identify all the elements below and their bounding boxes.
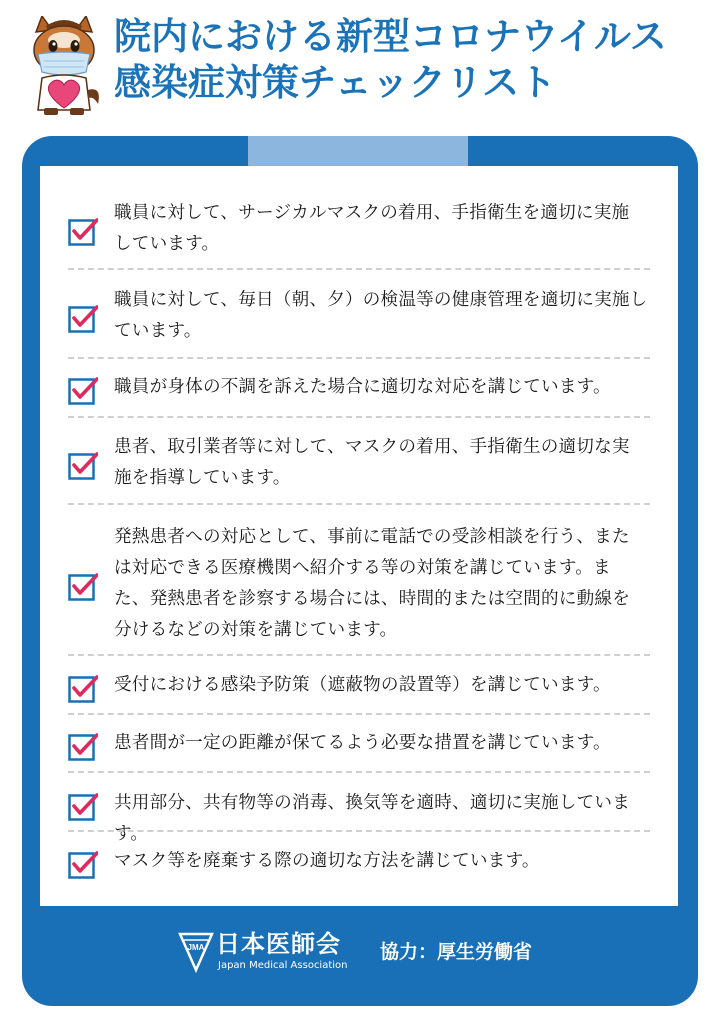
checklist-item-line: 職員に対して、サージカルマスクの着用、手指衛生を適切に実施	[114, 203, 630, 223]
item-divider	[68, 357, 650, 359]
checklist-item-text	[114, 432, 662, 494]
checkbox-checked-icon	[68, 303, 98, 333]
checklist-item-text	[114, 788, 662, 850]
checkbox-checked-icon	[68, 216, 98, 246]
checkbox-checked-icon	[68, 450, 98, 480]
checklist-item-line: 施を指導しています。	[114, 468, 291, 488]
checklist-item-line: 受付における感染予防策（遮蔽物の設置等）を講じています。	[114, 675, 611, 695]
checklist-item-text	[114, 198, 662, 260]
checklist-item-line: 職員に対して、毎日（朝、夕）の検温等の健康管理を適切に実施し	[114, 290, 648, 310]
checklist-item-text	[114, 846, 662, 877]
checklist-item-line: 分けるなどの対策を講じています。	[114, 620, 398, 640]
jma-logo-icon	[178, 930, 214, 974]
checklist-item-text	[114, 372, 662, 403]
svg-text:JMA: JMA	[187, 943, 205, 952]
checklist-item-line: マスク等を廃棄する際の適切な方法を講じています。	[114, 851, 540, 871]
checklist-item-text	[114, 728, 662, 759]
checklist-item-line: しています。	[114, 234, 220, 254]
checklist-item-line: ています。	[114, 321, 202, 341]
checklist-item-line: た、発熱患者を診察する場合には、時間的または空間的に動線を	[114, 589, 631, 609]
cooperation-credit: 協力：厚生労働省	[380, 941, 533, 963]
checklist-item-line: 患者、取引業者等に対して、マスクの着用、手指衛生の適切な実	[114, 437, 630, 457]
title-line-2: 感染症対策チェックリスト	[114, 61, 557, 104]
checkbox-checked-icon	[68, 571, 98, 601]
checklist-item-text	[114, 285, 662, 347]
checkbox-checked-icon	[68, 375, 98, 405]
checklist-item-text	[114, 670, 662, 701]
item-divider	[68, 830, 650, 832]
header	[0, 0, 718, 130]
checkbox-checked-icon	[68, 673, 98, 703]
checklist-item-line: は対応できる医療機関へ紹介する等の対策を講じています。ま	[114, 558, 611, 578]
checklist-item-line: 患者間が一定の距離が保てるよう必要な措置を講じています。	[114, 733, 611, 753]
title-line-1: 院内における新型コロナウイルス	[114, 15, 667, 58]
horse-mascot-icon	[22, 16, 106, 116]
item-divider	[68, 713, 650, 715]
page-title	[114, 14, 704, 106]
checkbox-checked-icon	[68, 791, 98, 821]
checkbox-checked-icon	[68, 849, 98, 879]
footer	[22, 906, 698, 1006]
item-divider	[68, 503, 650, 505]
checklist-item-text	[114, 522, 662, 646]
checklist-item-line: 発熱患者への対応として、事前に電話での受診相談を行う、また	[114, 527, 630, 547]
org-name-en: Japan Medical Association	[218, 960, 348, 971]
checkbox-checked-icon	[68, 731, 98, 761]
item-divider	[68, 268, 650, 270]
checklist-item-line: 共用部分、共有物等の消毒、換気等を適時、適切に実施しています。	[114, 793, 631, 844]
checklist-item-line: 職員が身体の不調を訴えた場合に適切な対応を講じています。	[114, 377, 611, 397]
item-divider	[68, 771, 650, 773]
item-divider	[68, 654, 650, 656]
item-divider	[68, 416, 650, 418]
org-name: 日本医師会	[216, 930, 341, 958]
